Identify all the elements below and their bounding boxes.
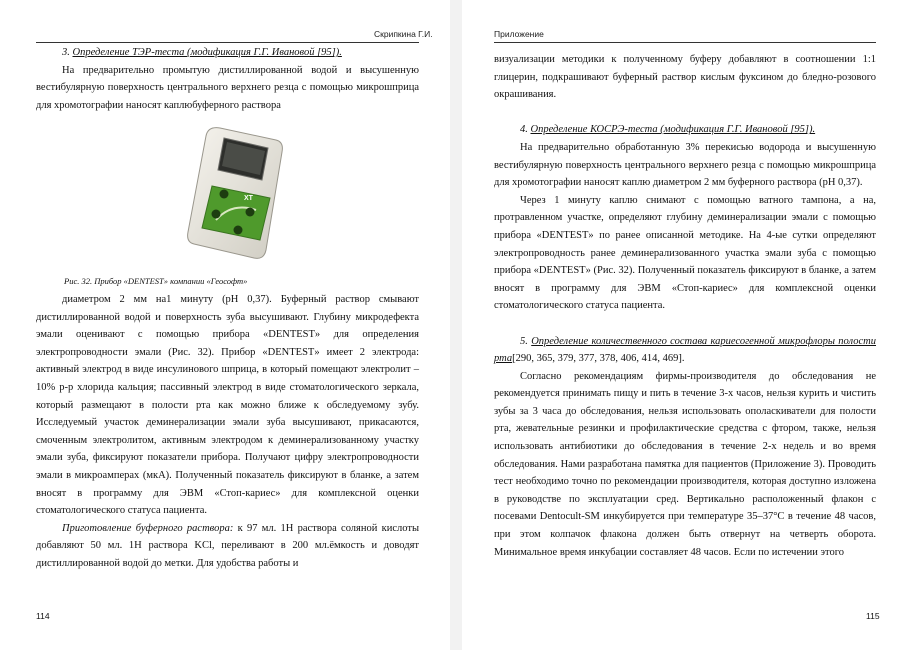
section-references: [290, 365, 379, 377, 378, 406, 414, 469]. (512, 353, 685, 365)
figure-caption: Рис. 32. Прибор «DENTEST» компании «Геософт» (64, 276, 248, 286)
running-head: Приложение (494, 29, 544, 39)
section-number: 4. (520, 124, 528, 136)
device-button-icon (212, 210, 221, 219)
section-title: Определение ТЭР-теста (модификация Г.Г. Ивановой [95]). (72, 47, 342, 58)
right-page (462, 0, 916, 650)
header-rule (494, 42, 876, 43)
buffer-text: к 97 мл. 1Н раствора соляной кислоты добавляют 50 мл. 1Н раствора KCl, переливают в 200 мл.ёмкость и доводят дистиллированной водой до метки. Для удобства работы и (36, 522, 419, 569)
running-head: Скрипкина Г.И. (374, 29, 433, 39)
dentest-device-image (180, 124, 290, 264)
paragraph: На предварительно промытую дистиллированной водой и высушенную вестибулярную поверхность центрального верхнего резца с помощью микрошприца для хромотографии наносят каплюбуферного раствора (36, 64, 419, 111)
section-number: 3. (62, 47, 70, 58)
page-number: 114 (36, 611, 50, 621)
section-title: Определение КОСРЭ-теста (модификация Г.Г. Ивановой [95]). (530, 124, 816, 136)
left-page (0, 0, 450, 650)
right-text (494, 51, 876, 561)
device-button-icon (220, 190, 229, 199)
buffer-label: Приготовление буферного раствора: (62, 522, 234, 534)
paragraph (36, 520, 419, 573)
spacer (494, 104, 876, 122)
device-button-icon (246, 208, 255, 217)
paragraph: Согласно рекомендациям фирмы-производителя до обследования не рекомендуется принимать пищу и пить в течение 3-х часов, нельзя курить и чистить зубы за 3 часа до обследования, нельзя использовать ополаскиватели для полости рта, жевательные резинки и профилактические средства с фтором, также, нельзя использовать антибиотики до обследования в течение 2-х недель и во время обследования. Нами разработана памятка для пациентов (Приложение 3). Проводить тест необходимо точно по рекомендации производителя, которая доступно изложена в руководстве по эксплуатации сред. Вертикально расположенный флакон с посевами Dentocult-SM инкубируется при температуре 35–37°С в течение 48 часов, при этом колпачок флакона должен быть отвернут на четверть оборота. Минимальное время инкубации составляет 48 часов. Если по истечении этого (494, 370, 876, 558)
page-number: 115 (866, 611, 880, 621)
paragraph: На предварительно обработанную 3% перекисью водорода и высушенную вестибулярную поверхность центрального верхнего резца с помощью микрошприца для хромотографии наносят каплю диаметром 2 мм буферного раствора (рН 0,37). (494, 141, 876, 189)
page-gutter (450, 0, 462, 650)
left-text-bottom (36, 291, 419, 573)
spacer (494, 315, 876, 333)
section-heading (36, 44, 419, 62)
paragraph: визуализации методики к полученному буферу добавляют в соотношении 1:1 глицерин, подкрашивают буферный раствор кислым фуксином до бледно-розового окрашивания. (494, 54, 876, 101)
device-button-icon (234, 226, 243, 235)
header-rule (36, 42, 419, 43)
left-text-top (36, 44, 419, 114)
section-heading (494, 333, 876, 368)
section-title: Определение количественного состава кариесогенной микрофлоры полости рта (494, 335, 877, 365)
section-number: 5. (520, 335, 528, 347)
paragraph: диаметром 2 мм на1 минуту (рН 0,37). Буферный раствор смывают дистиллированной водой и поверхность зуба высушивают. Глубину микродефекта эмали оценивают с помощью прибора «DENTEST» для определения электропроводности эмали (Рис. 32). Прибор «DENTEST» имеет 2 электрода: активный электрод в виде инсулинового шприца, в который помещают электролит – 10% р-р хлорида кальция; пассивный электрод в виде стоматологического зеркала, который размещают в полости рта как можно ближе к обследуемому зубу. Исследуемый участок деминерализации эмали зуба высушивают, прикасаются, смоченным электролитом, активным электродом к деминерализованному участку эмали зуба, фиксируют показатели прибора. Получают цифру электропроводности эмали в микроамперах (мкА). Полученный показатель фиксируют в бланке, а затем вносят в программу для ЭВМ «Стоп-кариес» для комплексной оценки стоматологического статуса пациента. (36, 294, 419, 517)
section-heading (494, 121, 876, 139)
paragraph: Через 1 минуту каплю снимают с помощью ватного тампона, а на, протравленном участке, определяют глубину деминерализации эмали с помощью прибора «DENTEST» по ранее описанной методике. На 4-ые сутки определяют электропроводность ранее деминерализованного участка эмали зуба с помощью прибора «DENTEST» (Рис. 32). Полученный показатель фиксируют в бланке, а затем вносят в программу для ЭВМ «Стоп-кариес» для комплексной оценки стоматологического статуса пациента. (494, 194, 876, 312)
device-brand-label: ХТ (244, 195, 253, 202)
